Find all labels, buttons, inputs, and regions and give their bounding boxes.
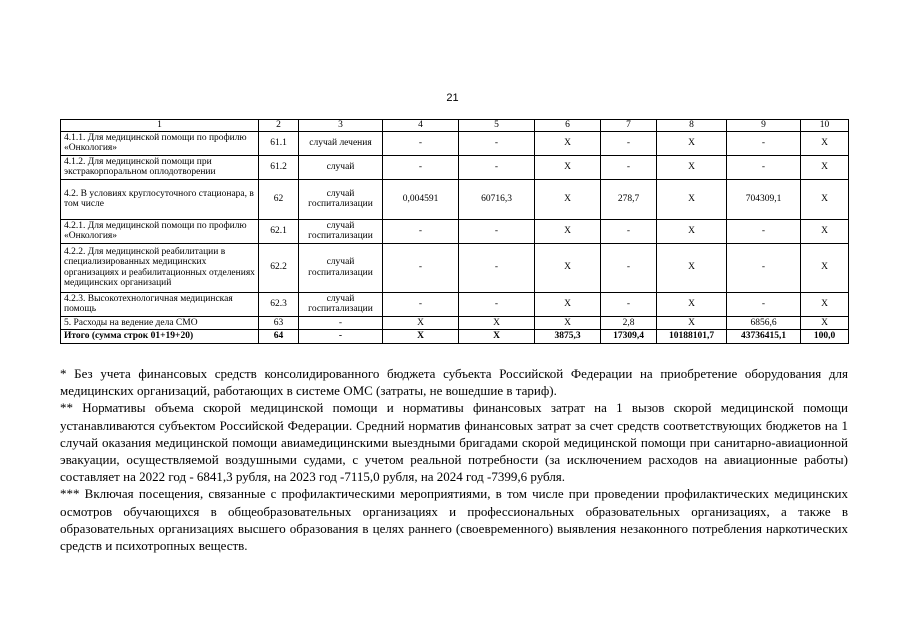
table-cell: -	[601, 292, 657, 316]
row-name: 4.2.1. Для медицинской помощи по профилю «Онкология»	[61, 219, 259, 243]
table-cell: Х	[383, 316, 459, 330]
table-row-total	[61, 330, 849, 344]
footnotes	[60, 365, 848, 554]
row-unit: случай госпитализации	[299, 243, 383, 292]
column-number: 7	[601, 120, 657, 132]
table-cell: 6856,6	[727, 316, 801, 330]
table-header-row	[61, 120, 849, 132]
table-cell: 278,7	[601, 179, 657, 219]
table-cell: 704309,1	[727, 179, 801, 219]
row-name: 4.2.3. Высокотехнологичная медицинская помощь	[61, 292, 259, 316]
table-cell: Х	[801, 243, 849, 292]
footnote-2: ** Нормативы объема скорой медицинской помощи и нормативы финансовых затрат на 1 вызов скорой медицинской помощи устанавливаются субъектом Российской Федерации. Средний норматив финансовых затрат за счет средств соответствующих бюджетов на 1 случай оказания медицинской помощи авиамедицинскими выездными бригадами скорой медицинской помощи при санитарно-авиационной эвакуации, осуществляемой воздушными судами, с учетом реальной потребности (за исключением расходов на авиационные работы) составляет на 2022 год - 6841,3 рубля, на 2023 год -7115,0 рубля, на 2024 год -7399,6 рубля.	[60, 400, 848, 485]
table-cell: -	[727, 131, 801, 155]
table-cell: 2,8	[601, 316, 657, 330]
table-cell: Х	[657, 131, 727, 155]
table-cell: 3875,3	[535, 330, 601, 344]
row-unit: -	[299, 316, 383, 330]
table-cell: Х	[801, 219, 849, 243]
table-cell: -	[727, 292, 801, 316]
table-cell: -	[383, 243, 459, 292]
row-unit: -	[299, 330, 383, 344]
table-cell: -	[383, 292, 459, 316]
table-cell: Х	[657, 155, 727, 179]
table-cell: Х	[535, 316, 601, 330]
column-number: 10	[801, 120, 849, 132]
table-cell: -	[459, 155, 535, 179]
column-number: 2	[259, 120, 299, 132]
table-cell: Х	[801, 179, 849, 219]
row-unit: случай лечения	[299, 131, 383, 155]
column-number: 3	[299, 120, 383, 132]
column-number: 9	[727, 120, 801, 132]
table-cell: Х	[801, 155, 849, 179]
table-cell: 0,004591	[383, 179, 459, 219]
table-cell: -	[601, 243, 657, 292]
table-cell: Х	[383, 330, 459, 344]
table-cell: -	[459, 131, 535, 155]
row-name: 4.2.2. Для медицинской реабилитации в специализированных медицинских организациях и реабилитационных отделениях медицинских организаций	[61, 243, 259, 292]
table-cell: 100,0	[801, 330, 849, 344]
column-number: 6	[535, 120, 601, 132]
table-cell: Х	[657, 219, 727, 243]
table-cell: Х	[535, 243, 601, 292]
table-cell: Х	[801, 316, 849, 330]
row-name: 4.2. В условиях круглосуточного стационара, в том числе	[61, 179, 259, 219]
row-unit: случай госпитализации	[299, 292, 383, 316]
row-code: 61.1	[259, 131, 299, 155]
table-cell: Х	[801, 131, 849, 155]
column-number: 1	[61, 120, 259, 132]
table-cell: -	[727, 155, 801, 179]
table-cell: -	[383, 131, 459, 155]
table-cell: Х	[535, 219, 601, 243]
table-cell: Х	[657, 292, 727, 316]
table-row	[61, 131, 849, 155]
row-code: 62.3	[259, 292, 299, 316]
row-unit: случай госпитализации	[299, 179, 383, 219]
column-number: 4	[383, 120, 459, 132]
row-code: 64	[259, 330, 299, 344]
table-cell: -	[601, 155, 657, 179]
table-cell: Х	[657, 243, 727, 292]
footnote-1: * Без учета финансовых средств консолидированного бюджета субъекта Российской Федерации на приобретение оборудования для медицинских организаций, работающих в системе ОМС (затраты, не вошедшие в тариф).	[60, 366, 848, 399]
row-code: 62	[259, 179, 299, 219]
table-cell: -	[727, 243, 801, 292]
row-unit: случай госпитализации	[299, 219, 383, 243]
row-name: Итого (сумма строк 01+19+20)	[61, 330, 259, 344]
table-cell: Х	[535, 155, 601, 179]
column-number: 5	[459, 120, 535, 132]
row-name: 4.1.1. Для медицинской помощи по профилю «Онкология»	[61, 131, 259, 155]
table-cell: 60716,3	[459, 179, 535, 219]
table-cell: 17309,4	[601, 330, 657, 344]
row-code: 61.2	[259, 155, 299, 179]
table-cell: -	[459, 292, 535, 316]
row-code: 63	[259, 316, 299, 330]
table-cell: 43736415,1	[727, 330, 801, 344]
table-cell: -	[601, 131, 657, 155]
row-code: 62.2	[259, 243, 299, 292]
table-cell: -	[383, 155, 459, 179]
table-row	[61, 155, 849, 179]
table-cell: Х	[459, 330, 535, 344]
table-cell: Х	[657, 179, 727, 219]
table-cell: Х	[657, 316, 727, 330]
table-cell: 10188101,7	[657, 330, 727, 344]
table-cell: -	[727, 219, 801, 243]
table-cell: -	[459, 243, 535, 292]
page-number: 21	[446, 92, 459, 104]
row-name: 5. Расходы на ведение дела СМО	[61, 316, 259, 330]
table-cell: Х	[535, 131, 601, 155]
table-cell: -	[383, 219, 459, 243]
table-cell: Х	[459, 316, 535, 330]
row-name: 4.1.2. Для медицинской помощи при экстракорпоральном оплодотворении	[61, 155, 259, 179]
table-row	[61, 316, 849, 330]
table-cell: Х	[801, 292, 849, 316]
table-row	[61, 243, 849, 292]
table-cell: -	[459, 219, 535, 243]
table-row	[61, 219, 849, 243]
table-row	[61, 292, 849, 316]
table-cell: Х	[535, 292, 601, 316]
column-number: 8	[657, 120, 727, 132]
table-row	[61, 179, 849, 219]
row-code: 62.1	[259, 219, 299, 243]
financial-table	[60, 119, 849, 344]
row-unit: случай	[299, 155, 383, 179]
table-cell: -	[601, 219, 657, 243]
footnote-3: *** Включая посещения, связанные с профилактическими мероприятиями, в том числе при проведении профилактических медицинских осмотров обучающихся в общеобразовательных организациях и профессиональных образовательных организациях, а также в образовательных организациях высшего образования в целях раннего (своевременного) выявления незаконного потребления наркотических средств и психотропных веществ.	[60, 486, 848, 554]
table-cell: Х	[535, 179, 601, 219]
